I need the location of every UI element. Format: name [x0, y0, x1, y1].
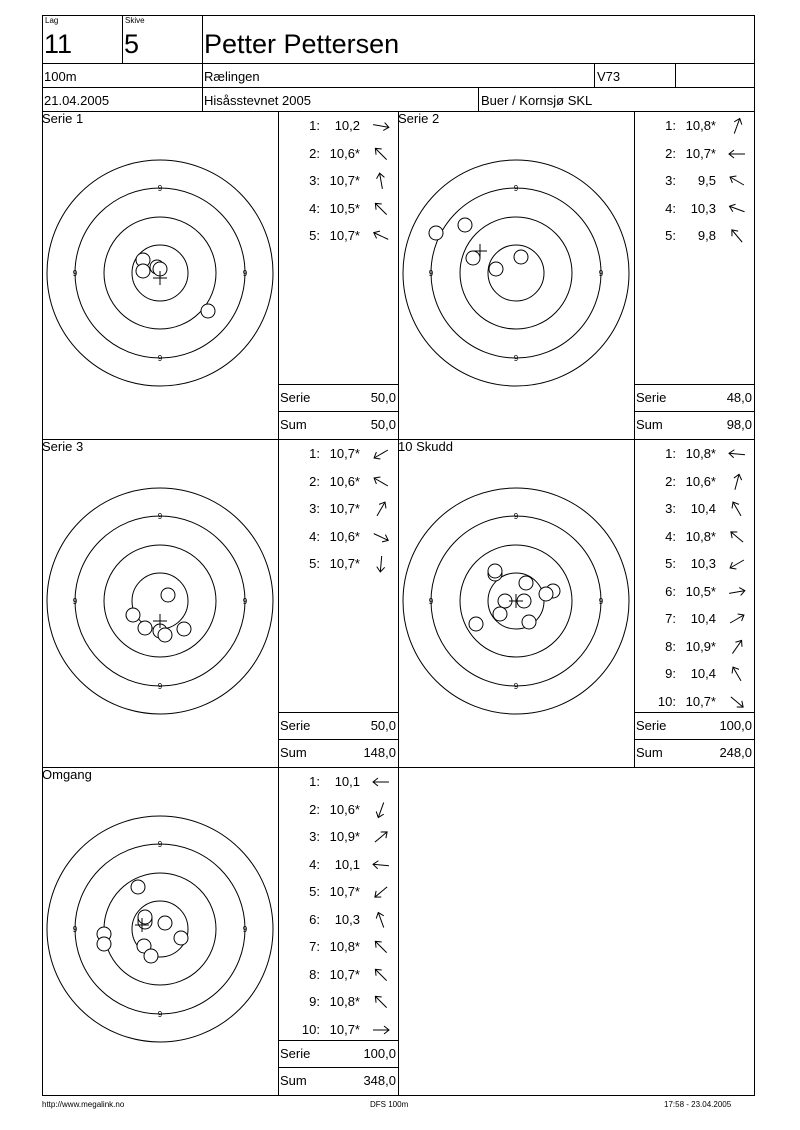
direction-arrow-icon	[728, 530, 746, 544]
shot-number: 5:	[309, 884, 320, 899]
shot-row	[654, 695, 716, 709]
direction-arrow-icon	[728, 475, 746, 489]
skive-caption: Skive	[125, 16, 145, 25]
shot-value: 10,1	[334, 856, 360, 872]
shot-hole	[469, 617, 483, 631]
shot-row	[298, 995, 360, 1009]
shot-number: 1:	[309, 774, 320, 789]
running-sum-label: Sum	[280, 1073, 307, 1088]
target-ring	[104, 873, 216, 985]
lag-value: 11	[44, 29, 73, 59]
series-panel	[42, 111, 398, 439]
direction-arrow-icon	[728, 695, 746, 709]
shot-value: 9,5	[697, 173, 716, 188]
shot-number: 4:	[665, 200, 676, 216]
shot-value: 10,7*	[329, 966, 360, 982]
panel-title: 10 Skudd	[398, 439, 453, 454]
direction-arrow-icon	[728, 202, 746, 216]
ring-number-label: 9	[513, 354, 519, 363]
shot-row	[298, 119, 360, 133]
direction-arrow-icon	[372, 940, 390, 954]
shot-number: 5:	[309, 556, 320, 571]
running-sum-value: 98,0	[726, 417, 752, 432]
ring-number-label: 9	[242, 925, 248, 934]
ring-number-label: 9	[513, 184, 519, 193]
shot-number: 3:	[309, 173, 320, 188]
shot-number: 3:	[309, 829, 320, 844]
shot-value: 10,6*	[329, 801, 360, 817]
running-sum-value: 148,0	[363, 745, 396, 760]
shot-row	[654, 147, 716, 161]
ring-number-label: 9	[242, 597, 248, 606]
shot-hole	[489, 262, 503, 276]
direction-arrow-icon	[372, 1023, 390, 1037]
shot-row	[654, 119, 716, 133]
direction-arrow-icon	[728, 229, 746, 243]
ring-number-label: 9	[428, 597, 434, 606]
ring-number-label: 9	[513, 682, 519, 691]
direction-arrow-icon	[372, 530, 390, 544]
shot-number: 7:	[665, 611, 676, 626]
direction-arrow-icon	[372, 174, 390, 188]
shot-value: 10,8*	[685, 118, 716, 133]
target-ring	[47, 816, 273, 1042]
serie-total-label: Serie	[280, 1046, 311, 1061]
shot-hole	[466, 251, 480, 265]
shot-number: 2:	[665, 473, 676, 489]
shot-row	[298, 502, 360, 516]
ring-number-label: 9	[72, 925, 78, 934]
shot-value: 10,4	[690, 666, 716, 681]
ring-number-label: 9	[242, 269, 248, 278]
target-ring	[428, 188, 601, 358]
panel-title: Omgang	[42, 767, 92, 782]
ring-number-label: 9	[157, 354, 163, 363]
shot-hole	[429, 226, 443, 240]
serie-total-value: 48,0	[726, 390, 752, 405]
shot-number: 2:	[309, 473, 320, 489]
serie-total-value: 100,0	[719, 718, 752, 733]
shot-value: 10,8*	[685, 446, 716, 461]
direction-arrow-icon	[372, 475, 390, 489]
shot-hole	[144, 949, 158, 963]
shot-row	[654, 502, 716, 516]
ring-number-label: 9	[157, 840, 163, 849]
shot-hole	[519, 576, 533, 590]
shot-value: 10,4	[690, 501, 716, 516]
running-sum-label: Sum	[636, 417, 663, 432]
direction-arrow-icon	[372, 557, 390, 571]
footer-url: http://www.megalink.no	[42, 1100, 125, 1109]
shot-number: 4:	[665, 528, 676, 544]
shot-row	[298, 557, 360, 571]
shot-hole	[138, 621, 152, 635]
shot-number: 3:	[665, 173, 676, 188]
shot-value: 10,9*	[329, 829, 360, 844]
club: Rælingen	[204, 69, 260, 84]
shot-number: 5:	[665, 556, 676, 571]
shot-number: 4:	[309, 528, 320, 544]
ring-number-label: 9	[157, 682, 163, 691]
serie-total-label: Serie	[636, 718, 667, 733]
shot-value: 10,7*	[329, 173, 360, 188]
series-panel	[42, 767, 398, 1095]
running-sum-value: 50,0	[370, 417, 396, 432]
shot-value: 10,7*	[329, 446, 360, 461]
ring-number-label: 9	[157, 512, 163, 521]
shot-value: 10,7*	[329, 501, 360, 516]
direction-arrow-icon	[728, 502, 746, 516]
class: V73	[597, 69, 621, 84]
ring-number-label: 9	[157, 184, 163, 193]
shot-value: 10,7*	[329, 556, 360, 571]
shot-number: 1:	[665, 446, 676, 461]
shot-number: 4:	[309, 856, 320, 872]
shot-row	[298, 913, 360, 927]
direction-arrow-icon	[372, 995, 390, 1009]
shot-row	[654, 612, 716, 626]
direction-arrow-icon	[728, 640, 746, 654]
serie-total-label: Serie	[280, 390, 311, 405]
shot-value: 10,4	[690, 611, 716, 626]
shot-number: 10:	[657, 693, 676, 709]
serie-total-label: Serie	[280, 718, 311, 733]
shot-value: 10,5*	[685, 583, 716, 599]
shot-hole	[97, 937, 111, 951]
panel-title: Serie 2	[398, 111, 440, 126]
shot-hole	[514, 250, 528, 264]
shot-number: 3:	[309, 501, 320, 516]
shot-number: 1:	[309, 446, 320, 461]
series-panel	[42, 439, 398, 767]
distance: 100m	[44, 69, 77, 84]
target-ring	[47, 488, 273, 714]
shot-row	[654, 585, 716, 599]
direction-arrow-icon	[728, 667, 746, 681]
shot-number: 3:	[665, 501, 676, 516]
shot-row	[298, 968, 360, 982]
ring-number-label: 9	[72, 597, 78, 606]
shot-value: 10,3	[690, 556, 716, 571]
shot-hole	[488, 564, 502, 578]
running-sum-value: 248,0	[719, 745, 752, 760]
direction-arrow-icon	[372, 119, 390, 133]
direction-arrow-icon	[728, 447, 746, 461]
shot-value: 10,8*	[329, 939, 360, 954]
shot-number: 2:	[309, 145, 320, 161]
shot-number: 1:	[309, 118, 320, 133]
shot-row	[298, 202, 360, 216]
serie-total-value: 50,0	[370, 390, 396, 405]
shot-value: 10,7*	[685, 145, 716, 161]
shot-number: 2:	[309, 801, 320, 817]
shot-hole	[136, 264, 150, 278]
shot-value: 9,8	[697, 228, 716, 243]
shot-number: 9:	[665, 666, 676, 681]
shot-value: 10,7*	[329, 884, 360, 899]
shot-number: 8:	[309, 966, 320, 982]
ring-number-label: 9	[72, 269, 78, 278]
shot-row	[298, 174, 360, 188]
shot-hole	[177, 622, 191, 636]
shot-number: 5:	[309, 228, 320, 243]
ring-number-label: 9	[157, 1010, 163, 1019]
shooter-name: Petter Pettersen	[204, 29, 400, 59]
shot-row	[654, 475, 716, 489]
panel-title: Serie 1	[42, 111, 84, 126]
direction-arrow-icon	[372, 775, 390, 789]
shot-row	[654, 667, 716, 681]
serie-total-value: 50,0	[370, 718, 396, 733]
shot-number: 7:	[309, 939, 320, 954]
direction-arrow-icon	[372, 147, 390, 161]
shot-hole	[131, 880, 145, 894]
shot-hole	[522, 615, 536, 629]
running-sum-label: Sum	[636, 745, 663, 760]
serie-total-label: Serie	[636, 390, 667, 405]
shot-row	[654, 557, 716, 571]
shot-value: 10,7*	[685, 693, 716, 709]
direction-arrow-icon	[728, 612, 746, 626]
shot-row	[654, 202, 716, 216]
shot-number: 10:	[301, 1021, 320, 1037]
direction-arrow-icon	[728, 585, 746, 599]
shot-value: 10,2	[334, 118, 360, 133]
shot-number: 9:	[309, 994, 320, 1009]
direction-arrow-icon	[372, 913, 390, 927]
shot-value: 10,6*	[329, 528, 360, 544]
direction-arrow-icon	[372, 830, 390, 844]
shot-row	[654, 229, 716, 243]
direction-arrow-icon	[372, 502, 390, 516]
shot-row	[298, 885, 360, 899]
direction-arrow-icon	[728, 557, 746, 571]
direction-arrow-icon	[728, 119, 746, 133]
shot-hole	[126, 608, 140, 622]
shot-value: 10,9*	[685, 638, 716, 654]
running-sum-value: 348,0	[363, 1073, 396, 1088]
shot-hole	[201, 304, 215, 318]
direction-arrow-icon	[372, 858, 390, 872]
ring-number-label: 9	[598, 597, 604, 606]
shot-number: 5:	[665, 228, 676, 243]
shot-row	[654, 640, 716, 654]
direction-arrow-icon	[372, 447, 390, 461]
shot-number: 2:	[665, 145, 676, 161]
direction-arrow-icon	[728, 147, 746, 161]
serie-total-value: 100,0	[363, 1046, 396, 1061]
event-name: Hisåsstevnet 2005	[204, 93, 311, 108]
shot-value: 10,1	[334, 774, 360, 789]
shot-value: 10,7*	[329, 228, 360, 243]
shot-row	[654, 530, 716, 544]
direction-arrow-icon	[372, 968, 390, 982]
target-ring	[403, 160, 629, 386]
shot-row	[298, 475, 360, 489]
shot-hole	[158, 916, 172, 930]
shot-value: 10,6*	[685, 473, 716, 489]
direction-arrow-icon	[372, 229, 390, 243]
shot-value: 10,8*	[685, 528, 716, 544]
shot-row	[298, 858, 360, 872]
shot-value: 10,8*	[329, 994, 360, 1009]
footer-timestamp: 17:58 - 23.04.2005	[664, 1100, 732, 1109]
shot-row	[298, 803, 360, 817]
shot-hole	[539, 587, 553, 601]
venue: Buer / Kornsjø SKL	[481, 93, 593, 108]
shot-number: 4:	[309, 200, 320, 216]
shot-row	[298, 530, 360, 544]
shot-value: 10,7*	[329, 1021, 360, 1037]
target-ring	[72, 516, 245, 686]
shot-hole	[174, 931, 188, 945]
shot-row	[298, 229, 360, 243]
lag-caption: Lag	[45, 16, 59, 25]
shot-value: 10,3	[690, 200, 716, 216]
shot-value: 10,3	[334, 911, 360, 927]
target-ring	[460, 217, 572, 329]
ring-number-label: 9	[598, 269, 604, 278]
shot-number: 1:	[665, 118, 676, 133]
direction-arrow-icon	[372, 202, 390, 216]
shot-value: 10,6*	[329, 473, 360, 489]
running-sum-label: Sum	[280, 417, 307, 432]
footer-center: DFS 100m	[370, 1100, 409, 1109]
shot-hole	[493, 607, 507, 621]
series-panel	[398, 111, 754, 439]
shot-row	[298, 447, 360, 461]
shot-row	[298, 147, 360, 161]
shot-row	[298, 775, 360, 789]
shot-number: 8:	[665, 638, 676, 654]
direction-arrow-icon	[372, 885, 390, 899]
shot-number: 6:	[665, 583, 676, 599]
shot-row	[298, 830, 360, 844]
shot-value: 10,6*	[329, 145, 360, 161]
ring-number-label: 9	[513, 512, 519, 521]
shot-hole	[458, 218, 472, 232]
date: 21.04.2005	[44, 93, 110, 108]
shot-value: 10,5*	[329, 200, 360, 216]
direction-arrow-icon	[372, 803, 390, 817]
series-panel	[398, 439, 754, 767]
shot-row	[298, 940, 360, 954]
panel-title: Serie 3	[42, 439, 84, 454]
ring-number-label: 9	[428, 269, 434, 278]
running-sum-label: Sum	[280, 745, 307, 760]
shot-row	[654, 447, 716, 461]
shot-hole	[138, 910, 152, 924]
skive-value: 5	[124, 29, 140, 59]
shot-hole	[161, 588, 175, 602]
direction-arrow-icon	[728, 174, 746, 188]
shot-number: 6:	[309, 911, 320, 927]
shot-hole	[158, 628, 172, 642]
shot-row	[654, 174, 716, 188]
shot-row	[298, 1023, 360, 1037]
